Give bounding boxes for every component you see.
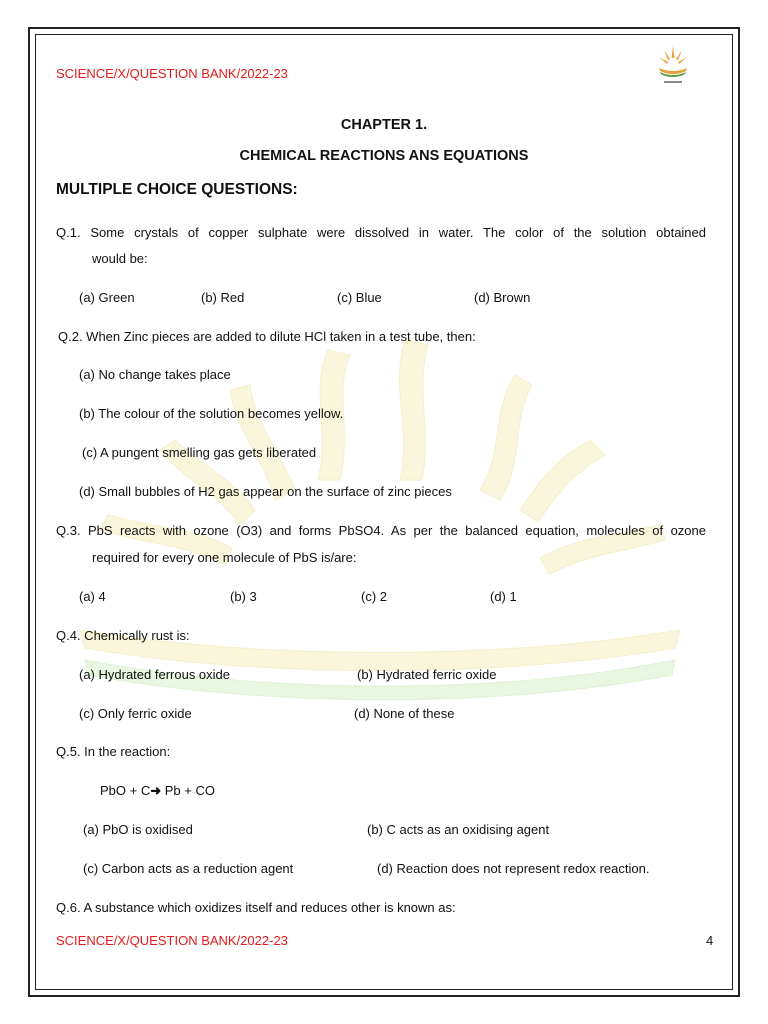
q2-option-c: (c) A pungent smelling gas gets liberated (82, 445, 317, 460)
chapter-title: CHEMICAL REACTIONS ANS EQUATIONS (239, 148, 529, 164)
q1-text-line1: Q.1. Some crystals of copper sulphate were dissolved in water. The color of the solution obtained (56, 225, 706, 240)
q5-equation (100, 783, 215, 799)
section-heading: MULTIPLE CHOICE QUESTIONS: (56, 181, 298, 198)
chapter-number: CHAPTER 1. (340, 117, 428, 133)
q2-option-b: (b) The colour of the solution becomes yellow. (79, 406, 344, 421)
watermark-emblem (60, 330, 700, 710)
q5-equation-right: Pb + CO (164, 783, 215, 798)
q5-option-b: (b) C acts as an oxidising agent (367, 822, 550, 837)
q5-option-c: (c) Carbon acts as a reduction agent (83, 861, 294, 876)
q1-text-line2: would be: (92, 251, 148, 266)
q4-option-c: (c) Only ferric oxide (79, 706, 192, 721)
q1-option-d: (d) Brown (474, 290, 531, 305)
q1-option-b: (b) Red (201, 290, 245, 305)
q3-option-c: (c) 2 (361, 589, 387, 604)
q4-option-d: (d) None of these (354, 706, 455, 721)
q2-option-d: (d) Small bubbles of H2 gas appear on the surface of zinc pieces (79, 484, 452, 499)
q1-option-c: (c) Blue (337, 290, 382, 305)
q2-text: Q.2. When Zinc pieces are added to dilute HCl taken in a test tube, then: (58, 329, 476, 344)
q3-option-b: (b) 3 (230, 589, 257, 604)
q3-text-line2: required for every one molecule of PbS is/are: (92, 550, 357, 565)
q6-text: Q.6. A substance which oxidizes itself and reduces other is known as: (56, 900, 456, 915)
q5-equation-left: PbO + C (100, 783, 151, 798)
q3-text-line1: Q.3. PbS reacts with ozone (O3) and forms PbSO4. As per the balanced equation, molecules of ozone (56, 523, 706, 538)
page-number: 4 (706, 933, 714, 948)
q5-text: Q.5. In the reaction: (56, 744, 171, 759)
q4-text: Q.4. Chemically rust is: (56, 628, 190, 643)
q1-option-a: (a) Green (79, 290, 135, 305)
q3-option-d: (d) 1 (490, 589, 517, 604)
q2-option-a: (a) No change takes place (79, 367, 231, 382)
logo-emblem (656, 44, 690, 90)
page-header: SCIENCE/X/QUESTION BANK/2022-23 (56, 66, 288, 81)
q5-option-d: (d) Reaction does not represent redox reaction. (377, 861, 650, 876)
q5-option-a: (a) PbO is oxidised (83, 822, 193, 837)
q4-option-b: (b) Hydrated ferric oxide (357, 667, 497, 682)
arrow-right-icon: ➜ (150, 783, 162, 798)
q3-option-a: (a) 4 (79, 589, 106, 604)
q4-option-a: (a) Hydrated ferrous oxide (79, 667, 231, 682)
page-footer: SCIENCE/X/QUESTION BANK/2022-23 (56, 933, 288, 948)
